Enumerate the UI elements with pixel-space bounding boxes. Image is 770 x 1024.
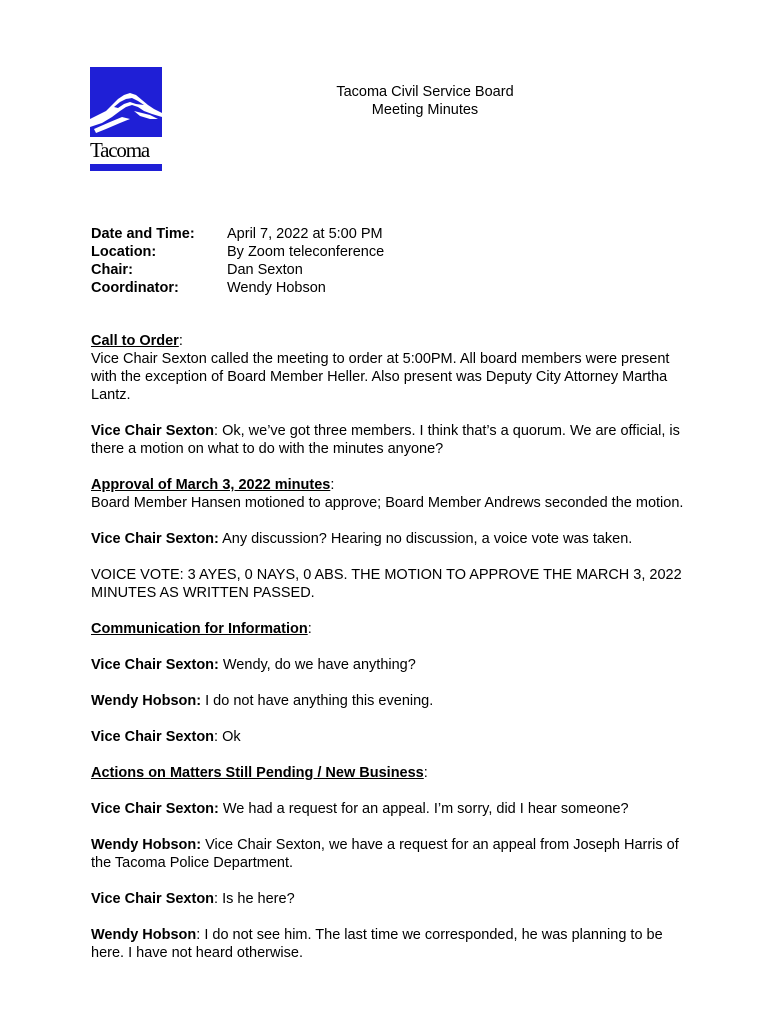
speaker-entry [91,800,691,818]
speaker-text: I do not have anything this evening. [201,693,434,709]
meta-label: Date and Time: [91,226,195,242]
header-title: Tacoma Civil Service Board [336,84,514,100]
logo-wordmark: Tacoma [90,138,149,162]
meta-row-coordinator [91,279,384,297]
speaker-entry [91,836,691,872]
speaker-name: Wendy Hobson: [91,693,202,709]
meta-value: By Zoom teleconference [227,244,385,260]
meta-row-location [91,243,384,261]
approval-section: Approval of March 3, 2022 minutes: Board Member Hansen motioned to approve; Board Member Andrews seconded the motion. [91,477,684,511]
meta-value: Dan Sexton [227,262,303,278]
document-header [300,83,550,119]
speaker-text: We had a request for an appeal. I’m sorry, did I hear someone? [218,801,629,817]
speaker-name: Vice Chair Sexton [91,423,215,439]
speaker-text: : Ok, we’ve got three members. I think that’s a quorum. We are official, is there a motion on what to do with the minutes anyone? [91,423,680,457]
speaker-text: : Is he here? [214,891,295,907]
speaker-name: Wendy Hobson [91,927,197,943]
meeting-details [91,225,384,297]
communication-section: Communication for Information: [91,621,312,637]
meta-value: Wendy Hobson [227,280,326,296]
header-subtitle: Meeting Minutes [371,102,479,118]
speaker-text: Wendy, do we have anything? [218,657,416,673]
speaker-entry [91,926,691,962]
voice-vote-result: VOICE VOTE: 3 AYES, 0 NAYS, 0 ABS. THE MOTION TO APPROVE THE MARCH 3, 2022 MINUTES AS WRITTEN PASSED. [91,567,682,601]
speaker-text: Any discussion? Hearing no discussion, a voice vote was taken. [218,531,633,547]
logo-underline-bar [90,164,162,171]
meta-value: April 7, 2022 at 5:00 PM [227,226,383,242]
speaker-entry [91,728,691,746]
speaker-name: Vice Chair Sexton [91,729,215,745]
speaker-name: Wendy Hobson: [91,837,202,853]
section-heading: Communication for Information [91,621,308,637]
speaker-entry [91,656,691,674]
speaker-entry [91,692,691,710]
speaker-entry [91,422,691,458]
minutes-body [91,332,691,980]
speaker-text: : Ok [214,729,241,745]
speaker-name: Vice Chair Sexton: [91,657,219,673]
actions-section: Actions on Matters Still Pending / New Business: [91,765,428,781]
section-heading: Actions on Matters Still Pending / New Business [91,765,424,781]
speaker-name: Vice Chair Sexton [91,891,215,907]
speaker-name: Vice Chair Sexton: [91,531,219,547]
mountain-logo-icon [90,67,162,137]
meta-label: Chair: [91,262,133,278]
meta-row-chair [91,261,384,279]
meta-label: Coordinator: [91,280,179,296]
speaker-text: : I do not see him. The last time we corresponded, he was planning to be here. I have not heard otherwise. [91,927,663,961]
call-to-order-section: Call to Order: Vice Chair Sexton called the meeting to order at 5:00PM. All board members were present with the exception of Board Member Heller. Also present was Deputy City Attorney Martha Lantz. [91,333,670,403]
meta-label: Location: [91,244,157,260]
section-body: Vice Chair Sexton called the meeting to order at 5:00PM. All board members were present with the exception of Board Member Heller. Also present was Deputy City Attorney Martha Lantz. [91,351,670,403]
speaker-entry [91,890,691,908]
meta-row-date [91,225,384,243]
speaker-entry [91,530,691,548]
speaker-text: Vice Chair Sexton, we have a request for an appeal from Joseph Harris of the Tacoma Police Department. [91,837,679,871]
section-heading: Approval of March 3, 2022 minutes [91,477,331,493]
section-body: Board Member Hansen motioned to approve; Board Member Andrews seconded the motion. [91,495,684,511]
speaker-name: Vice Chair Sexton: [91,801,219,817]
tacoma-logo [90,67,162,171]
section-heading: Call to Order [91,333,179,349]
